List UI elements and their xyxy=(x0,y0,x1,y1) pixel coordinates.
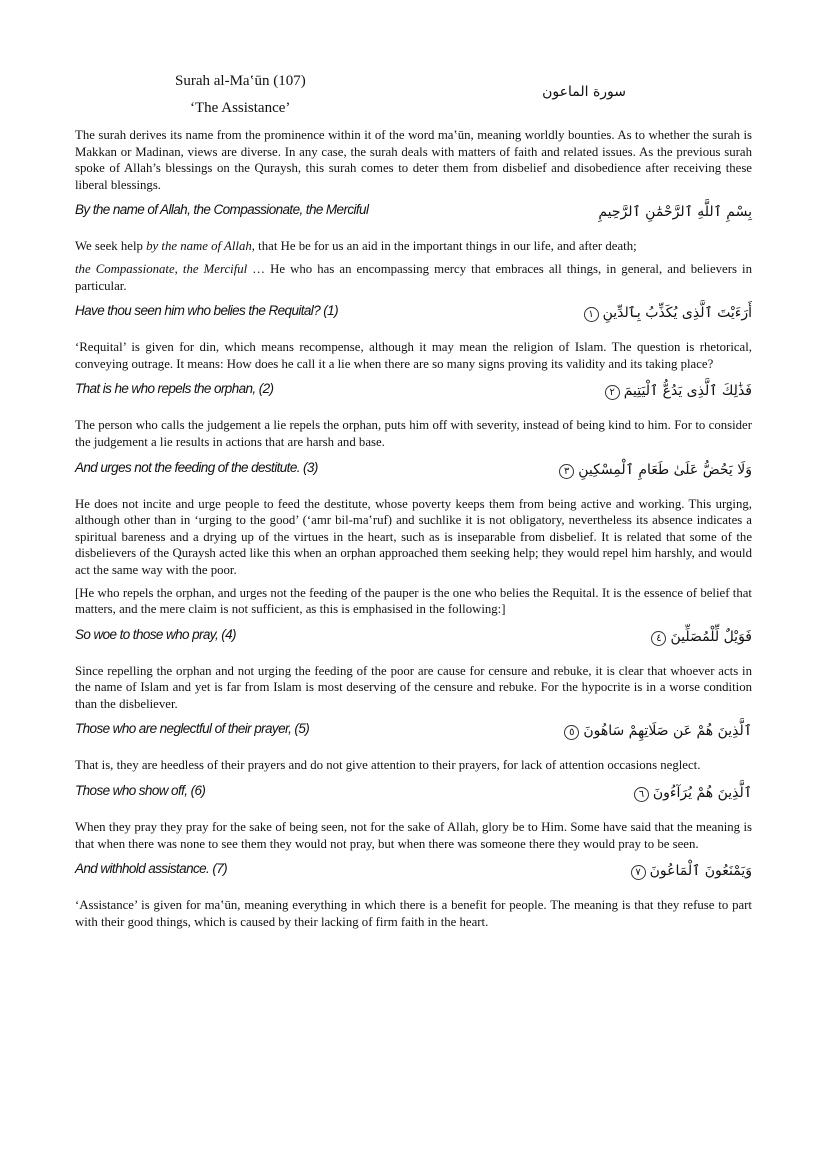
verse-arabic xyxy=(651,627,752,646)
verse-arabic-text: فَوَيْلٌ لِّلْمُصَلِّينَ xyxy=(670,628,752,645)
verse-arabic-text: ٱلَّذِينَ هُمْ عَن صَلَاتِهِمْ سَاهُونَ xyxy=(583,723,752,740)
intro-paragraph: The surah derives its name from the prominence within it of the word ma‛ūn, meaning worldly bounties. As to whether the surah is Makkan or Madinan, views are diverse. In any case, the surah deals with matters of faith and related issues. As the previous surah spoke of Allah’s blessings on the Quraysh, this surah comes to deter them from disbelief and disobedience after receiving these liberal blessings. xyxy=(75,128,752,192)
surah-title-arabic: سورة الماعون xyxy=(542,84,626,100)
verse-translation: And urges not the feeding of the destitute. (3) xyxy=(75,459,318,475)
verse-list xyxy=(75,303,752,930)
surah-header xyxy=(0,68,826,128)
verse-commentary: ‘Requital’ is given for din, which means recompense, although it may mean the religion of Islam. The question is rhetorical, conveying outrage. It means: How does he call it a lie when there are so many signs proving its validity and its taking place? xyxy=(75,340,752,371)
verse-number-icon: ٢ xyxy=(605,385,620,400)
verse-number-icon: ٣ xyxy=(559,464,574,479)
verse-translation: Those who are neglectful of their prayer, (5) xyxy=(75,721,310,737)
verse-line xyxy=(75,721,752,743)
verse-arabic xyxy=(559,460,752,479)
verse-number-icon: ٥ xyxy=(564,725,579,740)
verse-commentary: He does not incite and urge people to feed the destitute, whose poverty keeps them from being active and working. This urging, although other than in ‘urging to the good’ (‘amr bil-ma‛ruf) and suchlike it is not obligatory, nevertheless its absence indicates a spiritual bareness and a drying up of the virtues in the heart, such as is inseparable from disbelief. It is related that some of the disbelievers of the Quraysh acted like this when an orphan approached them seeking help; they would repel him harshly, and would act the same way with the poor. xyxy=(75,496,752,577)
verse-arabic-text: ٱلَّذِينَ هُمْ يُرَآءُونَ xyxy=(652,785,752,802)
verse-line xyxy=(75,303,752,325)
basmala-commentary-1: We seek help by the name of Allah, that He be for us an aid in the important things in our life, and after death; xyxy=(75,239,637,254)
verse-number-icon: ٦ xyxy=(634,787,649,802)
verse-translation: Have thou seen him who belies the Requital? (1) xyxy=(75,303,338,319)
verse-arabic-text: أَرَءَيْتَ ٱلَّذِى يُكَذِّبُ بِٱلدِّينِ xyxy=(602,305,752,322)
verse-translation: Those who show off, (6) xyxy=(75,783,206,799)
verse-commentary: The person who calls the judgement a lie repels the orphan, puts him off with severity, instead of being kind to him. For to consider the judgement a lie results in actions that are harsh and base. xyxy=(75,418,752,449)
verse-commentary: ‘Assistance’ is given for ma‛ūn, meaning everything in which there is a benefit for people. The meaning is that they refuse to part with their good things, which is caused by their lacking of firm faith in the heart. xyxy=(75,898,752,929)
verse-arabic-text: وَلَا يَحُضُّ عَلَىٰ طَعَامِ ٱلْمِسْكِينِ xyxy=(578,461,752,478)
verse-commentary: That is, they are heedless of their prayers and do not give attention to their prayers, for lack of attention occasions neglect. xyxy=(75,758,701,773)
verse-line xyxy=(75,861,752,883)
verse-translation: So woe to those who pray, (4) xyxy=(75,626,236,642)
verse-line xyxy=(75,783,752,805)
verse-translation: That is he who repels the orphan, (2) xyxy=(75,381,274,397)
verse-line xyxy=(75,381,752,403)
verse-number-icon: ٤ xyxy=(651,631,666,646)
verse-arabic xyxy=(631,861,752,880)
basmala-line xyxy=(75,202,752,224)
surah-title: Surah al-Ma‛ūn (107) xyxy=(175,73,306,89)
verse-arabic xyxy=(584,303,752,322)
verse-line xyxy=(75,627,752,649)
verse-arabic-text: وَيَمْنَعُونَ ٱلْمَاعُونَ xyxy=(649,863,752,880)
basmala-translation: By the name of Allah, the Compassionate, the Merciful xyxy=(75,202,369,218)
verse-commentary: [He who repels the orphan, and urges not the feeding of the pauper is the one who belies the Requital. It is the essence of belief that matters, and the mere claim is not sufficient, as this is emphasised in the following:] xyxy=(75,585,752,617)
verse-commentary: When they pray they pray for the sake of being seen, not for the sake of Allah, glory be to Him. Some have said that the meaning is that when there was none to see them they would not pray, but when there was someone there they would pray to be seen. xyxy=(75,820,752,851)
verse-line xyxy=(75,460,752,482)
document-body xyxy=(75,127,752,936)
verse-arabic-text: فَذَٰلِكَ ٱلَّذِى يَدُعُّ ٱلْيَتِيمَ xyxy=(623,383,752,400)
verse-commentary: Since repelling the orphan and not urging the feeding of the poor are cause for censure and rebuke, it is clear that whoever acts in the name of Islam and yet is far from Islam is most deserving of the censure and rebuke. For the hypocrite is in a worse condition than the disbeliever. xyxy=(75,663,752,711)
verse-number-icon: ١ xyxy=(584,307,599,322)
basmala-arabic: بِسْمِ ٱللَّهِ ٱلرَّحْمَٰنِ ٱلرَّحِيمِ xyxy=(598,204,752,221)
verse-arabic xyxy=(634,783,752,802)
basmala-commentary-2: the Compassionate, the Merciful … He who has an encompassing mercy that embraces all things, in general, and believers in particular. xyxy=(75,261,752,293)
verse-translation: And withhold assistance. (7) xyxy=(75,861,228,877)
verse-arabic xyxy=(564,721,752,740)
verse-number-icon: ٧ xyxy=(631,865,646,880)
surah-subtitle: ‘The Assistance’ xyxy=(190,100,291,116)
verse-arabic xyxy=(605,381,752,400)
